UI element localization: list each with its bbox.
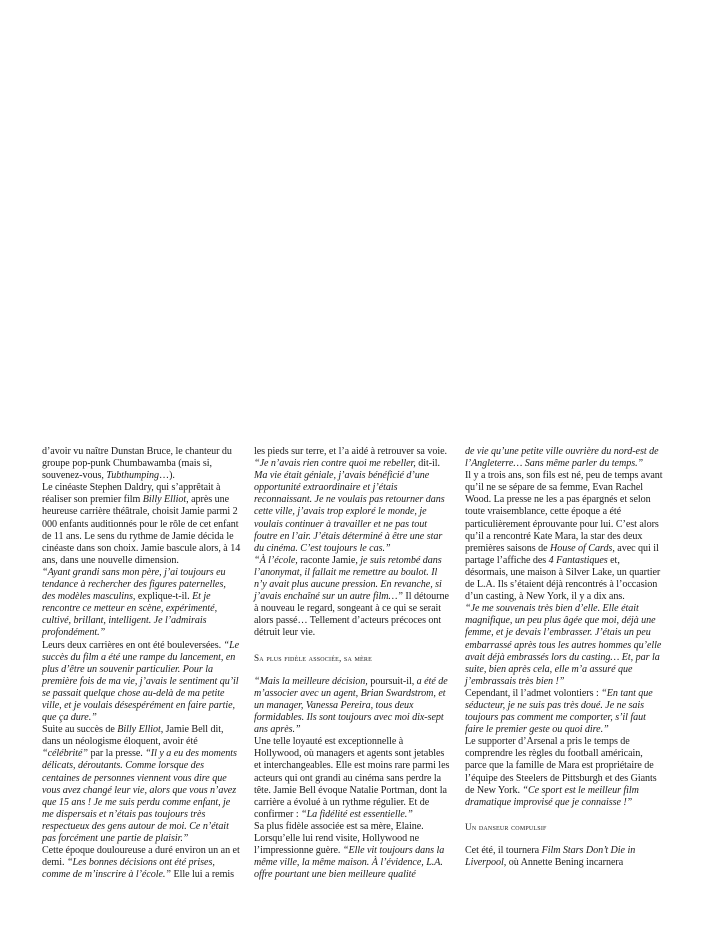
- paragraph: [465, 603, 665, 688]
- italic-run: “Ayant grandi sans mon père, j’ai toujours eu tendance à rechercher des figures paternelles, des modèles masculins,: [42, 566, 226, 603]
- italic-run: “La fidélité est essentielle.”: [301, 808, 413, 820]
- text-run: Le supporter d’Arsenal a pris le temps de comprendre les règles du football américain, parce que la famille de Mara est propriétaire de l’équipe des Steelers de Pittsburgh et des Giants de New York.: [465, 736, 657, 796]
- italic-run: “Les bonnes décisions ont été prises, comme de m’inscrire à l’école.”: [42, 857, 215, 881]
- text-run: les pieds sur terre, et l’a aidé à retrouver sa voie.: [254, 446, 447, 457]
- text-run: d’avoir vu naître Dunstan Bruce, le chanteur du groupe pop-punk Chumbawamba (mais si, souvenez-vous,: [42, 446, 232, 482]
- text-run: et, désormais, une maison à Silver Lake, un quartier de L.A. Ils s’étaient déjà rencontrés à l’occasion d’un casting, à New York, il y a dix ans.: [465, 554, 661, 603]
- spacer: [254, 640, 452, 652]
- text-run: poursuit-il,: [367, 675, 417, 687]
- article-column-2: [254, 446, 452, 881]
- paragraph: [42, 567, 241, 640]
- paragraph: [465, 736, 665, 809]
- paragraph: [254, 555, 452, 640]
- paragraph: [254, 676, 452, 736]
- paragraph: [254, 736, 452, 821]
- italic-run: “célébrité”: [42, 748, 88, 760]
- text-run: , Jamie Bell dit, dans un néologisme éloquent, avoir été: [42, 724, 224, 748]
- article-column-3: [465, 446, 665, 869]
- article-column-1: [42, 446, 241, 881]
- paragraph: [465, 845, 665, 869]
- italic-run: “Le succès du film a été une rampe du lancement, en plus d’être un souvenir particulier. Pour la première fois de ma vie, j’avais le sentiment qu’il se passait quelque chose au-delà de ma petite ville, et je voulais désespérément en faire partie, que ça dure.”: [42, 639, 240, 724]
- italic-run: “Mais la meilleure décision,: [254, 675, 368, 687]
- text-run: Il y a trois ans, son fils est né, peu de temps avant qu’il ne se sépare de sa femme, Evan Rachel Wood. La presse ne les a pas épargnés et selon toute vraisemblance, cette époque a été particulièrement éprouvante pour lui. C’est alors qu’il a rencontré Kate Mara, la star des deux premières saisons de: [465, 470, 663, 554]
- paragraph: [42, 482, 241, 567]
- italic-run: de vie qu’une petite ville ouvrière du nord-est de l’Angleterre… Sans même parler du temps.”: [465, 446, 659, 470]
- paragraph: [465, 470, 665, 603]
- text-run: , après une heureuse carrière théâtrale, choisit Jamie parmi 2 000 enfants auditionnés pour le rôle de cet enfant de 11 ans. Le sens du rythme de Jamie décida le cinéaste dans son choix. Jamie bascule alors, à 14 ans, dans une nouvelle dimension.: [42, 494, 241, 566]
- italic-run: “Elle vit toujours dans la même ville, la même maison. À l’évidence, L.A. offre pourtant une bien meilleure qualité: [254, 845, 445, 881]
- text-run: où Annette Bening incarnera: [506, 857, 624, 869]
- text-run: Une telle loyauté est exceptionnelle à Hollywood, où managers et agents sont jetables et interchangeables. Elle est moins rare parmi les acteurs qui ont grandi au cinéma sans perdre la tête. Jamie Bell évoque Natalie Portman, dont la carrière a évolué à un rythme régulier. Et de confirmer :: [254, 736, 450, 820]
- paragraph: [254, 821, 452, 881]
- paragraph: [42, 845, 241, 881]
- paragraph: [465, 446, 665, 470]
- italic-run: Ma vie était géniale, j’avais bénéficié d’une opportunité extraordinaire et j’étais reconnaissant. Je ne voulais pas retourner dans cette ville, j’avais trop exploré le monde, je voulais continuer à travailler et ne pas tout foutre en l’air. J’étais déterminé à être une star du cinéma. C’est toujours le cas.”: [254, 470, 445, 554]
- italic-run: 4 Fantastiques: [548, 554, 608, 566]
- paragraph: [42, 640, 241, 725]
- italic-run: a été de m’associer avec un agent, Brian Swardstrom, et un manager, Vanessa Pereira, tous deux formidables. Ils sont toujours avec moi dix-sept ans après.”: [254, 675, 448, 736]
- text-run: Suite au succès de: [42, 724, 118, 736]
- italic-run: “Ce sport est le meilleur film dramatique improvisé que je connaisse !”: [465, 784, 639, 808]
- text-run: Le cinéaste Stephen Daldry, qui s’apprêtait à réaliser son premier film: [42, 482, 221, 506]
- italic-run: House of Cards: [550, 542, 613, 554]
- italic-run: Tubthumping: [106, 470, 160, 482]
- text-run: Cette époque douloureuse a duré environ un an et demi.: [42, 845, 240, 869]
- text-run: , avec qui il partage l’affiche des: [465, 542, 659, 566]
- section-heading: Sa plus fidèle associée, sa mère: [254, 652, 372, 663]
- section-heading: Un danseur compulsif: [465, 821, 547, 832]
- text-run: …).: [159, 470, 175, 482]
- paragraph: [42, 724, 241, 845]
- italic-run: “Il y a eu des moments délicats, déroutants. Comme lorsque des centaines de personnes viennent vous dire que vous avez changé leur vie, alors que vous n’avez que 15 ans ! Je me suis perdu comme enfant, je me dispersais et n’étais pas toujours très respectueux des gens autour de moi. Ce n’était pas forcément une partie de plaisir.”: [42, 748, 237, 844]
- italic-run: “Je me souvenais très bien d’elle. Elle était magnifique, un peu plus âgée que moi, déjà une femme, et je devais l’embrasser. J’étais un peu embarrassé après tous les autres hommes qu’elle avait déjà embrassés lors du casting… Et, par la suite, bien après cela, elle m’a assuré que j’embrassais très bien !”: [465, 603, 662, 687]
- text-run: par la presse.: [88, 748, 146, 760]
- text-run: Sa plus fidèle associée est sa mère, Elaine. Lorsqu’elle lui rend visite, Hollywood ne l’impressionne guère.: [254, 820, 424, 857]
- italic-run: “Je n’avais rien contre quoi me rebeller,: [254, 458, 416, 470]
- text-run: explique-t-il.: [135, 591, 193, 603]
- spacer: [465, 809, 665, 821]
- italic-run: “À l’école,: [254, 554, 298, 566]
- text-run: raconte Jamie,: [297, 554, 361, 566]
- italic-run: Film Stars Don’t Die in Liverpool,: [465, 845, 636, 869]
- spacer: [465, 833, 665, 845]
- text-run: Cependant, il l’admet volontiers :: [465, 687, 602, 699]
- text-run: Il détourne à nouveau le regard, songeant à ce qui se serait alors passé… Tellement d’acteurs précoces ont détruit leur vie.: [254, 591, 449, 639]
- paragraph: [254, 446, 452, 555]
- paragraph: [42, 446, 241, 482]
- italic-run: Et je rencontre ce metteur en scène, expérimenté, cultivé, brillant, intelligent. Je l’admirais profondément.”: [42, 591, 218, 639]
- italic-run: je suis retombé dans l’anonymat, il fallait me remettre au boulot. Il n’y avait plus aucune pression. En revanche, si j’avais enchaîné sur un autre film…”: [254, 554, 442, 603]
- text-run: Cet été, il tournera: [465, 845, 542, 857]
- paragraph: [465, 688, 665, 736]
- italic-run: Billy Elliot: [117, 724, 161, 736]
- italic-run: “En tant que séducteur, je ne suis pas très doué. Je ne sais toujours pas comment me comporter, s’il faut faire le premier geste ou quoi dire.”: [465, 687, 653, 736]
- text-run: Leurs deux carrières en ont été bouleversées.: [42, 639, 224, 651]
- text-run: dit-il.: [415, 458, 441, 470]
- spacer: [254, 664, 452, 676]
- italic-run: Billy Elliot: [142, 494, 187, 506]
- text-run: Elle lui a remis: [170, 869, 235, 881]
